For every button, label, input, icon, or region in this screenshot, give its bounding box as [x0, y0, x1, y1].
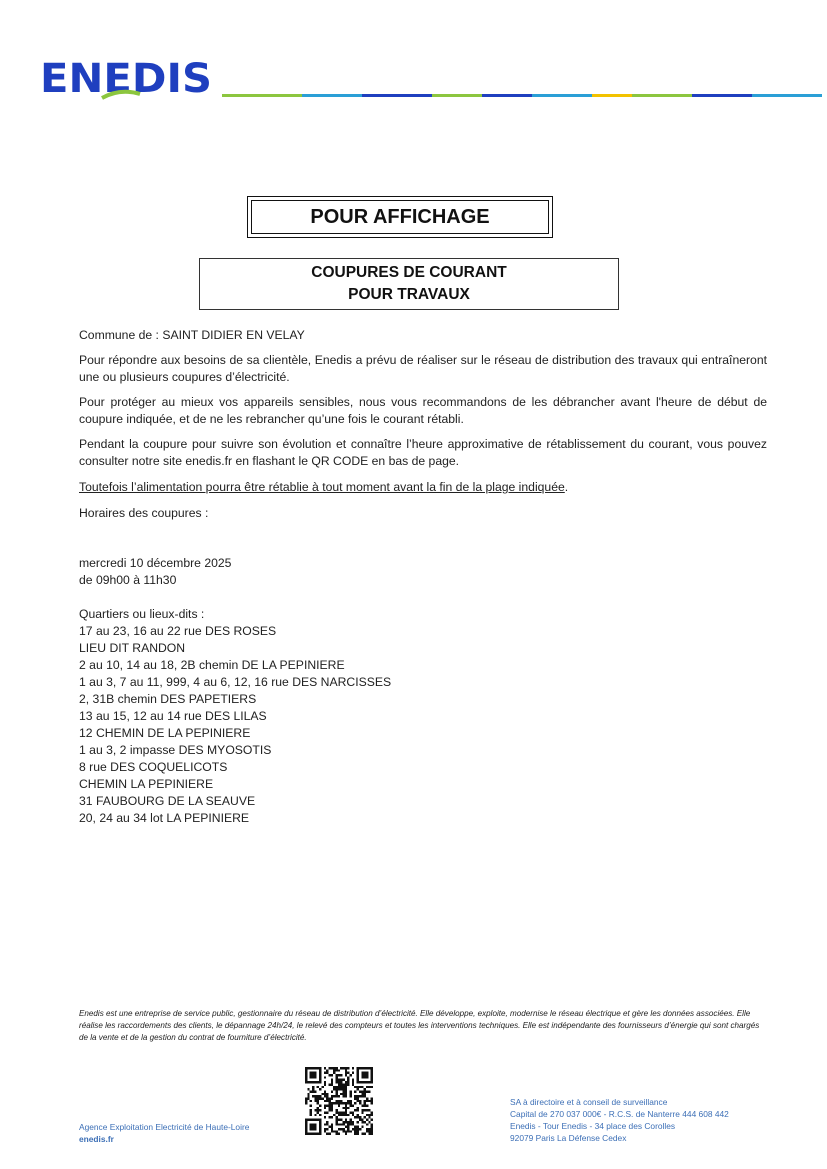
page-title: POUR AFFICHAGE — [251, 200, 549, 234]
paragraph-tracking: Pendant la coupure pour suivre son évolution et connaître l’heure approximative de rétablissement du courant, vous pouvez consulter notre site enedis.fr en flashant le QR CODE en bas de page. — [79, 437, 767, 468]
subtitle-line-1: COUPURES DE COURANT — [311, 264, 507, 281]
company-line-1: SA à directoire et à conseil de surveillance — [510, 1097, 668, 1107]
enedis-logo — [40, 58, 216, 100]
list-item: 1 au 3, 2 impasse DES MYOSOTIS — [79, 743, 272, 757]
list-item: 2, 31B chemin DES PAPETIERS — [79, 692, 257, 706]
logo-wordmark: ENEDIS — [40, 58, 212, 100]
header-stripe — [222, 94, 822, 97]
company-line-4: 92079 Paris La Défense Cedex — [510, 1133, 627, 1143]
schedule-label: Horaires des coupures : — [79, 506, 209, 520]
list-item: 13 au 15, 12 au 14 rue DES LILAS — [79, 709, 267, 723]
commune-line: Commune de : SAINT DIDIER EN VELAY — [79, 328, 305, 342]
warning-line — [79, 479, 568, 496]
qr-code-icon[interactable] — [305, 1067, 373, 1135]
list-item: CHEMIN LA PEPINIERE — [79, 777, 214, 791]
outage-time: de 09h00 à 11h30 — [79, 573, 177, 587]
paragraph-recommendation: Pour protéger au mieux vos appareils sensibles, nous vous recommandons de les débrancher avant l'heure de début de coupure indiquée, et de ne les rebrancher qu’une fois le courant rétabli. — [79, 395, 767, 426]
company-line-3: Enedis - Tour Enedis - 34 place des Corolles — [510, 1121, 676, 1131]
title-box — [247, 196, 553, 238]
warning-text: Toutefois l’alimentation pourra être rétablie à tout moment avant la fin de la plage indiquée — [79, 480, 565, 494]
agency-block — [79, 1121, 249, 1145]
list-item: 20, 24 au 34 lot LA PEPINIERE — [79, 811, 250, 825]
company-info — [510, 1096, 729, 1144]
list-item: 31 FAUBOURG DE LA SEAUVE — [79, 794, 256, 808]
list-item: LIEU DIT RANDON — [79, 641, 186, 655]
agency-name: Agence Exploitation Electricité de Haute-Loire — [79, 1122, 250, 1132]
paragraph-intro: Pour répondre aux besoins de sa clientèle, Enedis a prévu de réaliser sur le réseau de distribution des travaux qui entraîneront une ou plusieurs coupures d’électricité. — [79, 353, 767, 384]
list-item: 17 au 23, 16 au 22 rue DES ROSES — [79, 624, 277, 638]
list-item: 1 au 3, 7 au 11, 999, 4 au 6, 12, 16 rue DES NARCISSES — [79, 675, 392, 689]
subtitle-line-2: POUR TRAVAUX — [348, 286, 470, 303]
subtitle-box — [199, 258, 619, 310]
legal-notice: Enedis est une entreprise de service public, gestionnaire du réseau de distribution d’électricité. Elle développe, exploite, modernise le réseau électrique et gère les données associées. Elle réalise les raccordements des clients, le dépannage 24h/24, le relevé des compteurs et toutes les interventions techniques. Elle est indépendante des fournisseurs d’énergie qui sont chargés de la vente et de la gestion du contrat de fourniture d’électricité. — [79, 1009, 760, 1042]
list-item: 2 au 10, 14 au 18, 2B chemin DE LA PEPINIERE — [79, 658, 345, 672]
areas-list — [79, 623, 391, 827]
areas-label: Quartiers ou lieux-dits : — [79, 607, 205, 621]
website-link[interactable]: enedis.fr — [79, 1134, 114, 1144]
warning-period: . — [564, 480, 569, 494]
list-item: 12 CHEMIN DE LA PEPINIERE — [79, 726, 251, 740]
outage-date: mercredi 10 décembre 2025 — [79, 556, 232, 570]
company-line-2: Capital de 270 037 000€ - R.C.S. de Nanterre 444 608 442 — [510, 1109, 729, 1119]
list-item: 8 rue DES COQUELICOTS — [79, 760, 228, 774]
